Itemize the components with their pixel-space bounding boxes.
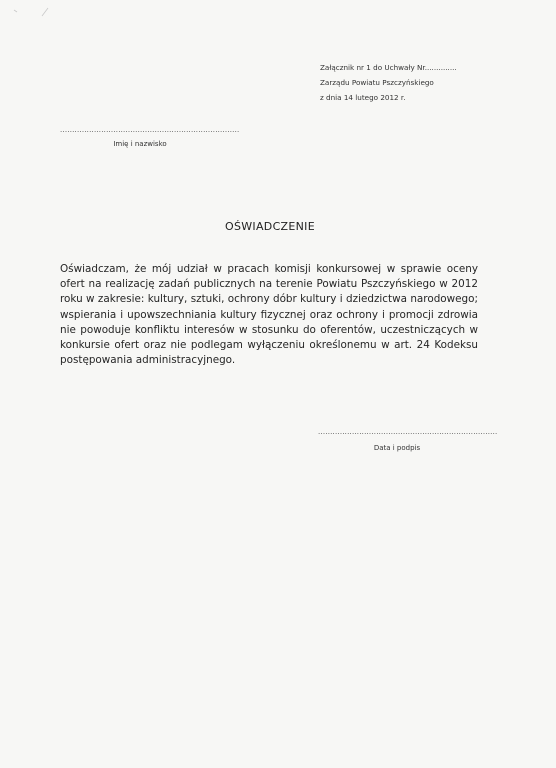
signature-dotted-line[interactable]: .......................................................................... [318,428,498,436]
scan-artifact [12,6,52,22]
statement-paragraph: Oświadczam, że mój udział w pracach komisji konkursowej w sprawie oceny ofert na realizację zadań publicznych na terenie Powiatu Pszczyńskiego w 2012 roku w zakresie: kultury, sztuki, ochrony dóbr kultury i dziedzictwa narodowego; wspierania i upowszechniania kultury fizycznej oraz ochrony i promocji zdrowia nie powoduje konfliktu interesów w stosunku do oferentów, uczestniczących w konkursie ofert oraz nie podlegam wyłączeniu określonemu w art. 24 Kodeksu postępowania administracyjnego. [60,263,478,367]
statement-body [60,262,478,368]
annex-line-1: Załącznik nr 1 do Uchwały Nr.............. [320,63,457,72]
annex-line-3: z dnia 14 lutego 2012 r. [320,93,406,102]
document-title: OŚWIADCZENIE [225,220,315,233]
name-field[interactable] [60,126,240,148]
annex-header [320,60,457,105]
annex-line-2: Zarządu Powiatu Pszczyńskiego [320,78,434,87]
name-dotted-line[interactable]: .......................................................................... [60,126,240,134]
name-caption: Imię i nazwisko [113,140,167,148]
signature-caption: Data i podpis [373,444,421,452]
signature-field[interactable] [318,428,498,452]
